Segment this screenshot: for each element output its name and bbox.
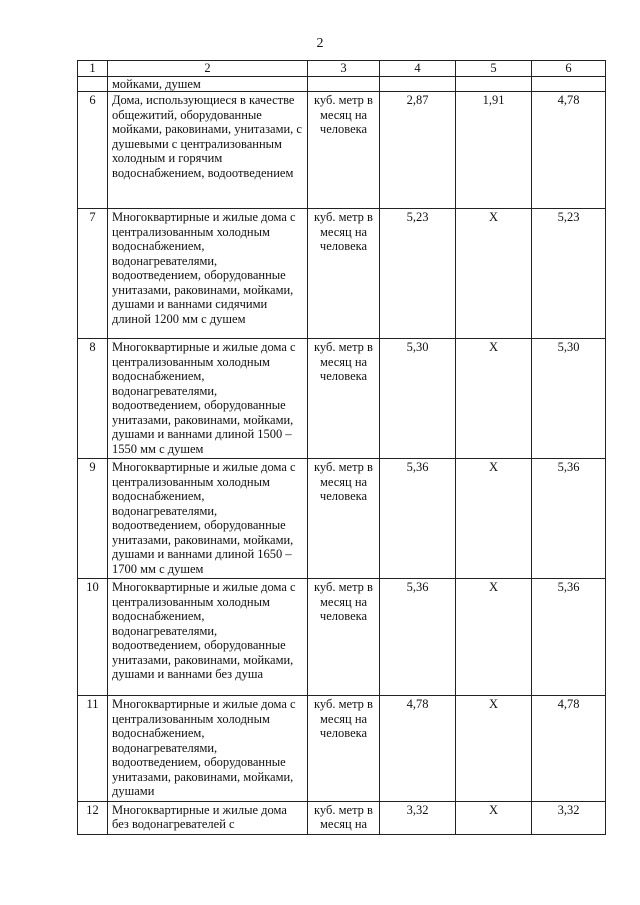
row-unit: куб. метр в месяц на человека bbox=[308, 459, 380, 579]
row-col4: 2,87 bbox=[380, 92, 456, 209]
row-description: Многоквартирные и жилые дома с централизованным холодным водоснабжением, водонагревателями, водоотведением, оборудованные унитазами, раковинами, мойками, душами и ваннами длиной 1650 – 1700 мм с душем bbox=[108, 459, 308, 579]
row-unit: куб. метр в месяц на человека bbox=[308, 579, 380, 696]
row-col6: 5,36 bbox=[532, 459, 606, 579]
row-description: Многоквартирные и жилые дома с централизованным холодным водоснабжением, водонагревателями, водоотведением, оборудованные унитазами, раковинами, мойками, душами и ваннами длиной 1500 – 1550 мм с душем bbox=[108, 339, 308, 459]
table-row bbox=[78, 209, 606, 339]
table-row bbox=[78, 579, 606, 696]
row-col5: Х bbox=[456, 339, 532, 459]
row-col4: 5,36 bbox=[380, 579, 456, 696]
row-col5: 1,91 bbox=[456, 92, 532, 209]
row-number: 10 bbox=[78, 579, 108, 696]
row-col6: 5,36 bbox=[532, 579, 606, 696]
table-row bbox=[78, 92, 606, 209]
row-col5: Х bbox=[456, 459, 532, 579]
table-header-row bbox=[78, 61, 606, 77]
row-unit: куб. метр в месяц на человека bbox=[308, 696, 380, 802]
row-description: Многоквартирные и жилые дома без водонагревателей с bbox=[108, 801, 308, 834]
continuation-text: мойками, душем bbox=[108, 76, 308, 92]
row-col4: 5,23 bbox=[380, 209, 456, 339]
header-cell: 5 bbox=[456, 61, 532, 77]
row-number: 6 bbox=[78, 92, 108, 209]
row-description: Многоквартирные и жилые дома с централизованным холодным водоснабжением, водонагревателями, водоотведением, оборудованные унитазами, раковинами, мойками, душами и ваннами сидячими длиной 1200 мм с душем bbox=[108, 209, 308, 339]
row-description: Дома, использующиеся в качестве общежитий, оборудованные мойками, раковинами, унитазами, с душевыми с централизованным холодным и горячим водоснабжением, водоотведением bbox=[108, 92, 308, 209]
row-col6: 3,32 bbox=[532, 801, 606, 834]
continuation-row bbox=[78, 76, 606, 92]
table-row bbox=[78, 696, 606, 802]
table-row bbox=[78, 801, 606, 834]
row-col4: 5,30 bbox=[380, 339, 456, 459]
row-col4: 4,78 bbox=[380, 696, 456, 802]
row-col4: 3,32 bbox=[380, 801, 456, 834]
row-description: Многоквартирные и жилые дома с централизованным холодным водоснабжением, водонагревателями, водоотведением, оборудованные унитазами, раковинами, мойками, душами bbox=[108, 696, 308, 802]
row-col6: 5,30 bbox=[532, 339, 606, 459]
norms-table bbox=[77, 60, 606, 835]
header-cell: 3 bbox=[308, 61, 380, 77]
row-number: 12 bbox=[78, 801, 108, 834]
header-cell: 6 bbox=[532, 61, 606, 77]
row-col5: Х bbox=[456, 579, 532, 696]
page-number: 2 bbox=[316, 36, 324, 51]
table-row bbox=[78, 339, 606, 459]
row-col5: Х bbox=[456, 209, 532, 339]
row-unit: куб. метр в месяц на человека bbox=[308, 209, 380, 339]
row-description: Многоквартирные и жилые дома с централизованным холодным водоснабжением, водонагревателями, водоотведением, оборудованные унитазами, раковинами, мойками, душами и ваннами без душа bbox=[108, 579, 308, 696]
header-cell: 1 bbox=[78, 61, 108, 77]
row-unit: куб. метр в месяц на bbox=[308, 801, 380, 834]
row-col5: Х bbox=[456, 801, 532, 834]
row-number: 9 bbox=[78, 459, 108, 579]
header-cell: 2 bbox=[108, 61, 308, 77]
row-col6: 4,78 bbox=[532, 696, 606, 802]
table-row bbox=[78, 459, 606, 579]
row-col6: 5,23 bbox=[532, 209, 606, 339]
row-number: 11 bbox=[78, 696, 108, 802]
row-col5: Х bbox=[456, 696, 532, 802]
row-unit: куб. метр в месяц на человека bbox=[308, 339, 380, 459]
row-unit: куб. метр в месяц на человека bbox=[308, 92, 380, 209]
header-cell: 4 bbox=[380, 61, 456, 77]
row-col6: 4,78 bbox=[532, 92, 606, 209]
row-number: 7 bbox=[78, 209, 108, 339]
row-number: 8 bbox=[78, 339, 108, 459]
row-col4: 5,36 bbox=[380, 459, 456, 579]
